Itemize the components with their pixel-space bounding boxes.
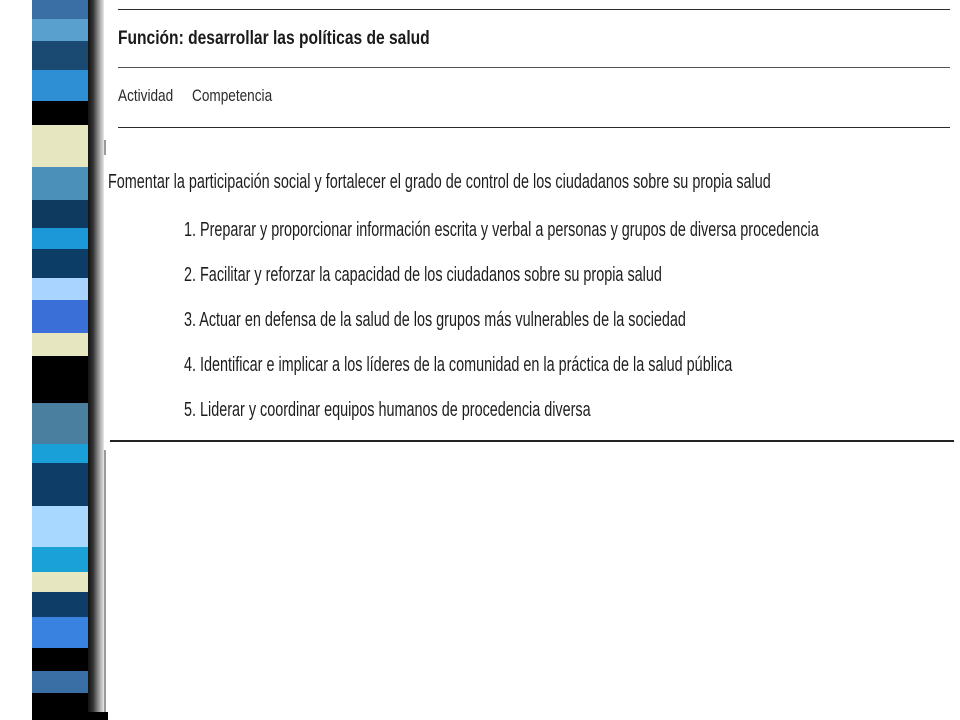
competency-item: 3. Actuar en defensa de la salud de los grupos más vulnerables de la sociedad [184, 309, 686, 331]
competency-item: 1. Preparar y proporcionar información escrita y verbal a personas y grupos de diversa procedencia [184, 219, 819, 241]
stripe-segment [32, 547, 88, 572]
stripe-segment [32, 648, 88, 671]
stripe-segment [32, 617, 88, 648]
stripe-segment [32, 0, 88, 19]
stripe-segment [32, 333, 88, 356]
competency-item: 2. Facilitar y reforzar la capacidad de los ciudadanos sobre su propia salud [184, 264, 662, 286]
stripe-segment [32, 693, 88, 720]
column-header-competencia: Competencia [192, 86, 273, 105]
stripe-segment [32, 228, 88, 249]
stripe-segment [32, 463, 88, 506]
column-header-actividad: Actividad [118, 86, 174, 105]
stripe-segment [32, 403, 88, 444]
stripe-segment [32, 125, 88, 168]
decorative-stripe-bar [32, 0, 88, 720]
competency-item: 4. Identificar e implicar a los líderes de la comunidad en la práctica de la salud pública [184, 354, 733, 376]
stripe-segment [32, 506, 88, 547]
function-title: Función: desarrollar las políticas de salud [118, 28, 430, 49]
stripe-segment [32, 444, 88, 463]
stripe-segment [32, 278, 88, 299]
stripe-segment [32, 592, 88, 617]
stripe-segment [32, 572, 88, 591]
stripe-segment [32, 300, 88, 333]
title-divider [118, 67, 950, 68]
stripe-bar-shadow [88, 0, 104, 720]
competency-item: 5. Liderar y coordinar equipos humanos de procedencia diversa [184, 399, 591, 421]
stripe-segment [32, 167, 88, 200]
stripe-segment [32, 356, 88, 403]
stripe-segment [32, 70, 88, 101]
stripe-segment [32, 671, 88, 692]
activity-description: Fomentar la participación social y fortalecer el grado de control de los ciudadanos sobre su propia salud [108, 171, 771, 193]
stripe-segment [32, 41, 88, 70]
stripe-bar-foot [88, 712, 108, 720]
competency-list [184, 215, 960, 440]
stripe-segment [32, 200, 88, 227]
function-table-header [104, 0, 956, 140]
stripe-segment [32, 249, 88, 278]
header-bottom-rule [118, 127, 950, 128]
activity-section [104, 155, 956, 450]
table-top-rule [118, 9, 950, 10]
stripe-segment [32, 19, 88, 40]
stripe-segment [32, 101, 88, 124]
table-bottom-rule [110, 440, 954, 442]
